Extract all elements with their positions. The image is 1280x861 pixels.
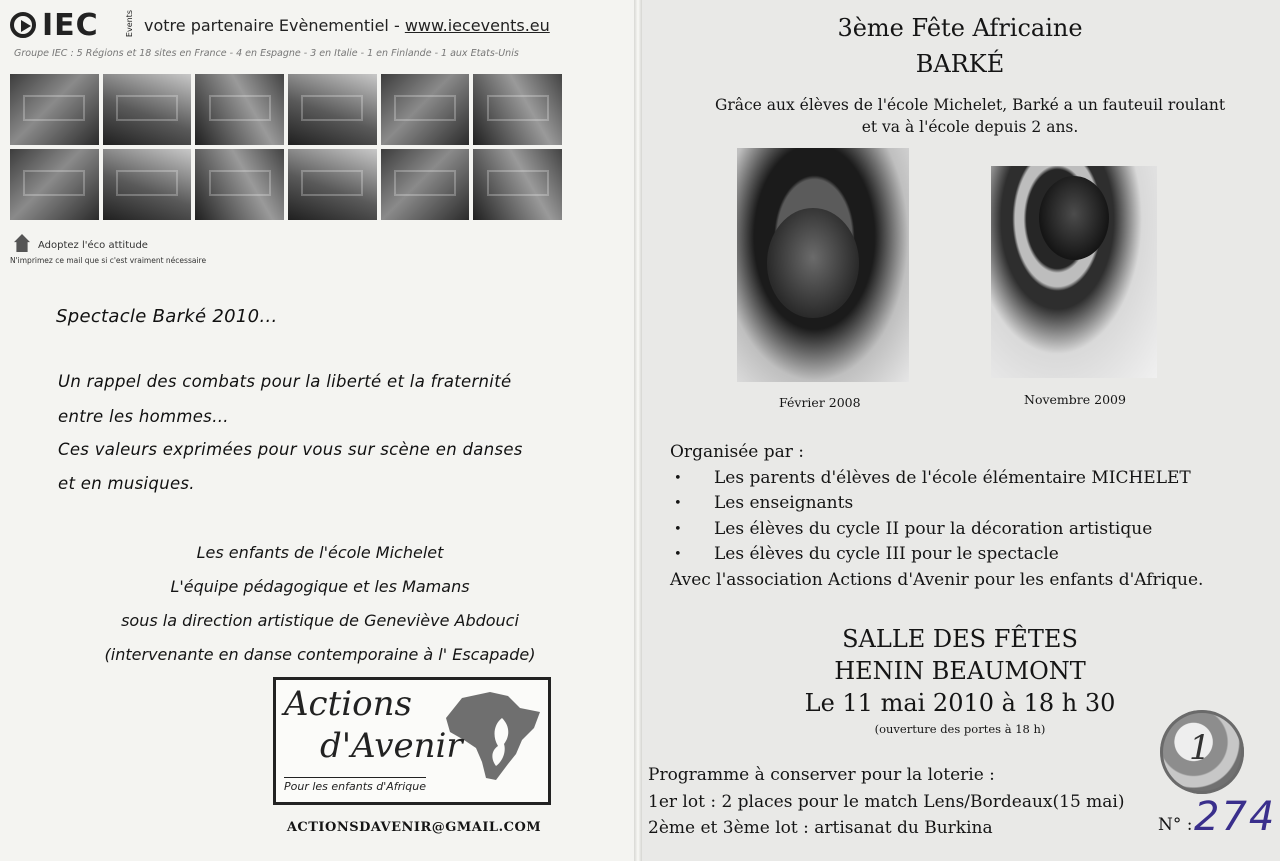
event-photo	[10, 149, 99, 220]
spectacle-line: et en musiques.	[58, 474, 195, 493]
actions-davenir-logo	[273, 677, 551, 805]
ticket-number: 274	[1194, 794, 1277, 840]
photo-barke-2008	[737, 148, 909, 382]
credit-line: L'équipe pédagogique et les Mamans	[170, 577, 470, 596]
play-icon	[10, 12, 36, 38]
event-subtitle: BARKÉ	[915, 50, 1005, 78]
association-email: ACTIONSDAVENIR@GMAIL.COM	[286, 820, 542, 835]
organisers-list	[670, 466, 1203, 568]
doors-time: (ouverture des portes à 18 h)	[874, 722, 1046, 736]
event-photo	[10, 74, 99, 145]
association-name-line2: d'Avenir	[320, 726, 463, 766]
credits	[40, 536, 600, 672]
photo-caption: Novembre 2009	[1024, 392, 1126, 407]
intro-line: et va à l'école depuis 2 ans.	[861, 118, 1079, 136]
credit-line: Les enfants de l'école Michelet	[196, 543, 444, 562]
iec-url-link[interactable]: www.iecevents.eu	[404, 16, 550, 35]
face-shape	[1039, 176, 1109, 260]
list-item: • Les élèves du cycle III pour le spectacle	[714, 542, 1203, 568]
list-item: • Les élèves du cycle II pour la décoration artistique	[714, 517, 1203, 543]
iec-tagline	[144, 16, 550, 35]
event-photo	[195, 149, 284, 220]
iec-groupe-line: Groupe IEC : 5 Régions et 18 sites en France - 4 en Espagne - 3 en Italie - 1 en Finlande - 1 aux Etats-Unis	[14, 48, 519, 59]
event-photo	[473, 74, 562, 145]
spectacle-line: entre les hommes…	[58, 407, 229, 426]
event-photo	[288, 149, 377, 220]
spectacle-line: Un rappel des combats pour la liberté et la fraternité	[58, 372, 512, 391]
venue-city: HENIN BEAUMONT	[834, 657, 1086, 685]
credit-line: sous la direction artistique de Geneviève Abdouci	[121, 611, 519, 630]
lottery-heading: Programme à conserver pour la loterie :	[648, 765, 995, 785]
spectacle-line: Ces valeurs exprimées pour vous sur scène en danses	[58, 440, 523, 459]
event-photo	[381, 149, 470, 220]
eco-house-icon	[14, 234, 30, 252]
photo-barke-2009	[991, 166, 1157, 378]
lottery-prize-1: 1er lot : 2 places pour le match Lens/Bordeaux(15 mai)	[648, 792, 1125, 812]
event-photo-grid	[10, 74, 562, 220]
event-date: Le 11 mai 2010 à 18 h 30	[804, 689, 1116, 717]
association-name-line1: Actions	[284, 684, 412, 724]
eco-title: Adoptez l'éco attitude	[38, 240, 148, 251]
association-subtitle: Pour les enfants d'Afrique	[284, 780, 426, 793]
credit-line: (intervenante en danse contemporaine à l' Escapade)	[104, 645, 536, 664]
event-photo	[473, 149, 562, 220]
coin-value: 1	[1189, 728, 1211, 768]
lottery-prize-2: 2ème et 3ème lot : artisanat du Burkina	[648, 818, 993, 838]
event-photo	[103, 74, 192, 145]
organisers-heading: Organisée par :	[670, 442, 804, 462]
photo-caption: Février 2008	[779, 395, 861, 410]
event-photo	[195, 74, 284, 145]
list-item: • Les enseignants	[714, 491, 1203, 517]
list-item: • Les parents d'élèves de l'école élémentaire MICHELET	[714, 466, 1203, 492]
event-photo	[288, 74, 377, 145]
spectacle-title: Spectacle Barké 2010…	[56, 306, 278, 327]
iec-header	[10, 8, 570, 42]
organisers-association: Avec l'association Actions d'Avenir pour les enfants d'Afrique.	[670, 569, 1204, 590]
venue-hall: SALLE DES FÊTES	[842, 625, 1078, 653]
iec-tagline-text: votre partenaire Evènementiel -	[144, 16, 405, 35]
event-photo	[103, 149, 192, 220]
iec-logo-events: Events	[125, 10, 134, 38]
iec-logo: IEC	[42, 8, 99, 43]
face-shape	[767, 208, 859, 318]
ticket-number-label: N° :	[1158, 815, 1193, 835]
event-photo	[381, 74, 470, 145]
eco-subtitle: N'imprimez ce mail que si c'est vraiment nécessaire	[10, 256, 207, 265]
organisers	[670, 440, 1203, 593]
euro-coin-icon	[1160, 710, 1244, 794]
event-title: 3ème Fête Africaine	[837, 14, 1083, 42]
left-page	[0, 0, 636, 861]
intro-line: Grâce aux élèves de l'école Michelet, Barké a un fauteuil roulant	[714, 96, 1226, 114]
